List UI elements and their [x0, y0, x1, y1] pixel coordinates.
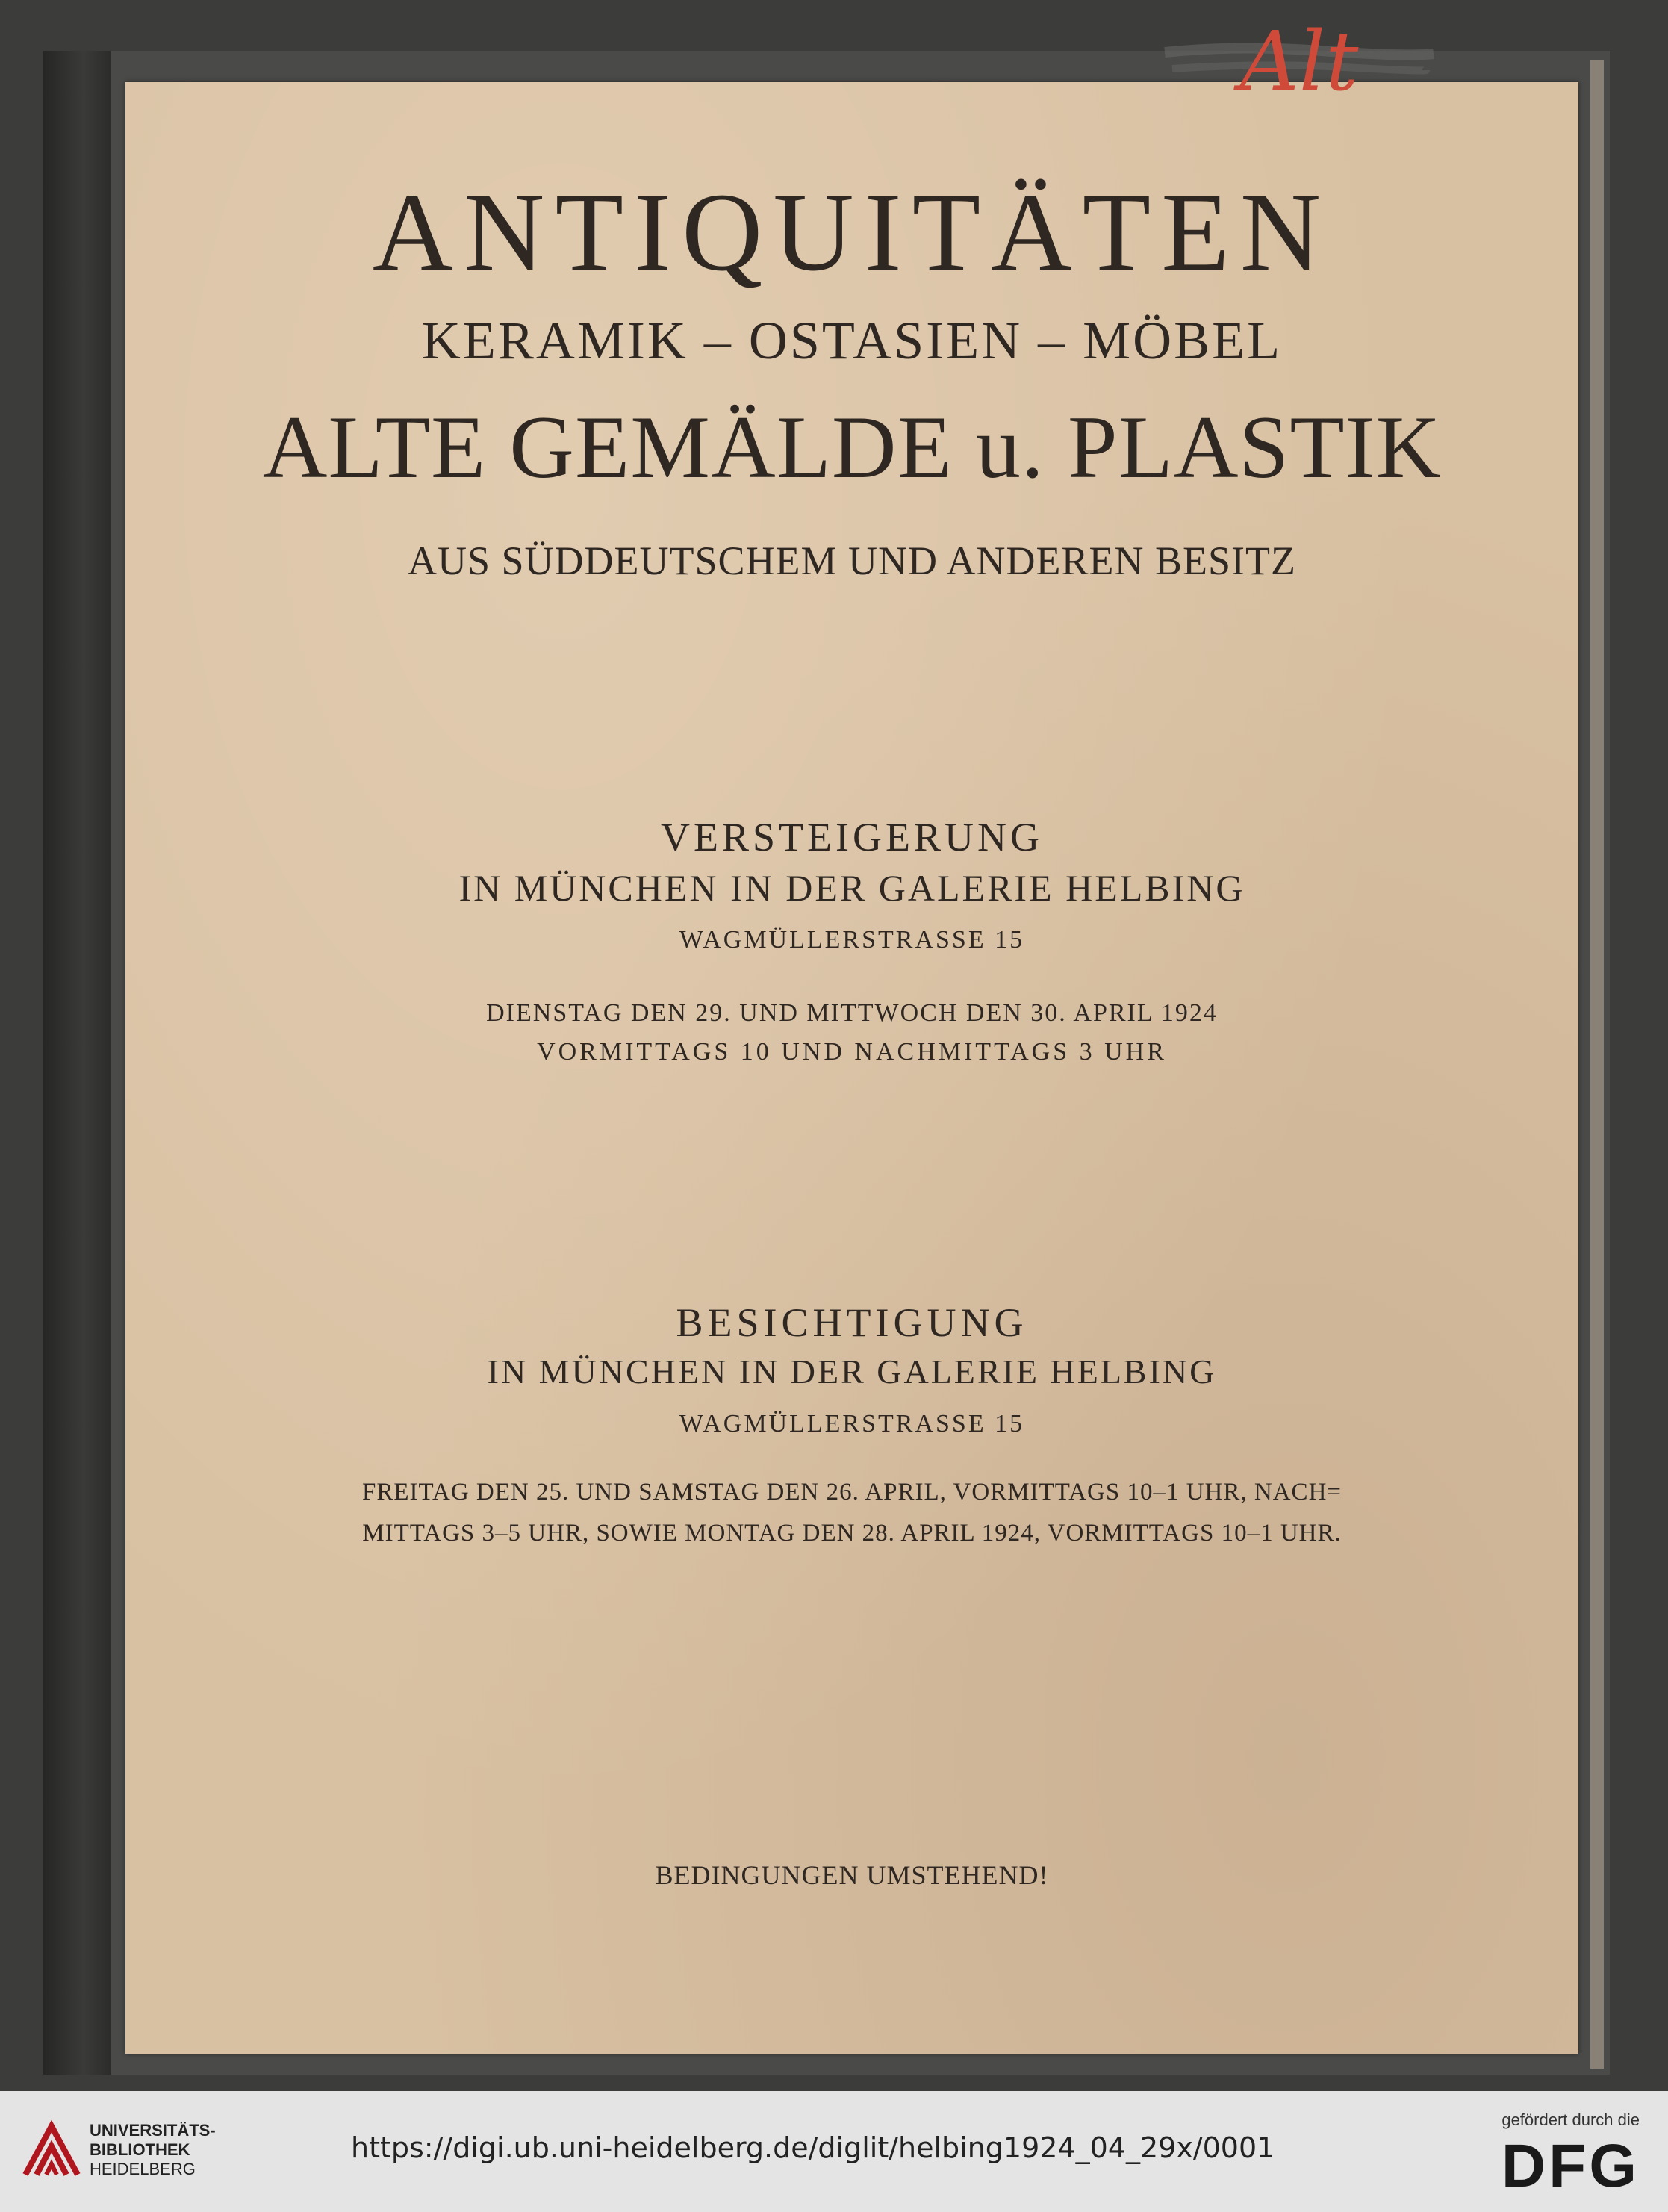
viewer-footer	[0, 2091, 1668, 2212]
handwritten-annotation	[1150, 15, 1448, 112]
catalog-title: ANTIQUITÄTEN	[372, 170, 1332, 294]
university-library-logo-icon	[18, 2115, 85, 2190]
viewing-title: BESICHTIGUNG	[676, 1300, 1028, 1345]
permalink-url[interactable]: https://digi.ub.uni-heidelberg.de/diglit/helbing1924_04_29x/0001	[351, 2131, 1275, 2164]
annotation-text: Alt	[1239, 15, 1359, 109]
auction-times: VORMITTAGS 10 UND NACHMITTAGS 3 UHR	[537, 1038, 1167, 1066]
auction-dates: DIENSTAG DEN 29. UND MITTWOCH DEN 30. APRIL 1924	[486, 999, 1218, 1027]
title-page	[125, 82, 1578, 2054]
funding-label: gefördert durch die	[1501, 2110, 1640, 2129]
auction-street: WAGMÜLLERSTRASSE 15	[679, 926, 1025, 954]
auction-title: VERSTEIGERUNG	[661, 815, 1043, 860]
auction-place: IN MÜNCHEN IN DER GALERIE HELBING	[458, 867, 1245, 909]
conditions-note: BEDINGUNGEN UMSTEHEND!	[655, 1860, 1049, 1890]
library-name: UNIVERSITÄTS- BIBLIOTHEK HEIDELBERG	[90, 2121, 216, 2178]
viewing-place: IN MÜNCHEN IN DER GALERIE HELBING	[487, 1352, 1217, 1391]
viewing-street: WAGMÜLLERSTRASSE 15	[679, 1410, 1025, 1438]
book-spine	[43, 51, 111, 2075]
catalog-subtitle: KERAMIK – OSTASIEN – MÖBEL	[421, 311, 1283, 370]
page-edge	[1590, 60, 1604, 2069]
viewing-schedule-line-1: FREITAG DEN 25. UND SAMSTAG DEN 26. APRIL, VORMITTAGS 10–1 UHR, NACH=	[361, 1479, 1342, 1506]
catalog-heading: ALTE GEMÄLDE u. PLASTIK	[262, 397, 1442, 497]
viewing-schedule-line-2: MITTAGS 3–5 UHR, SOWIE MONTAG DEN 28. APRIL 1924, VORMITTAGS 10–1 UHR.	[362, 1520, 1342, 1547]
provenance-line: AUS SÜDDEUTSCHEM UND ANDEREN BESITZ	[407, 538, 1297, 583]
dfg-logo: DFG	[1501, 2132, 1640, 2200]
